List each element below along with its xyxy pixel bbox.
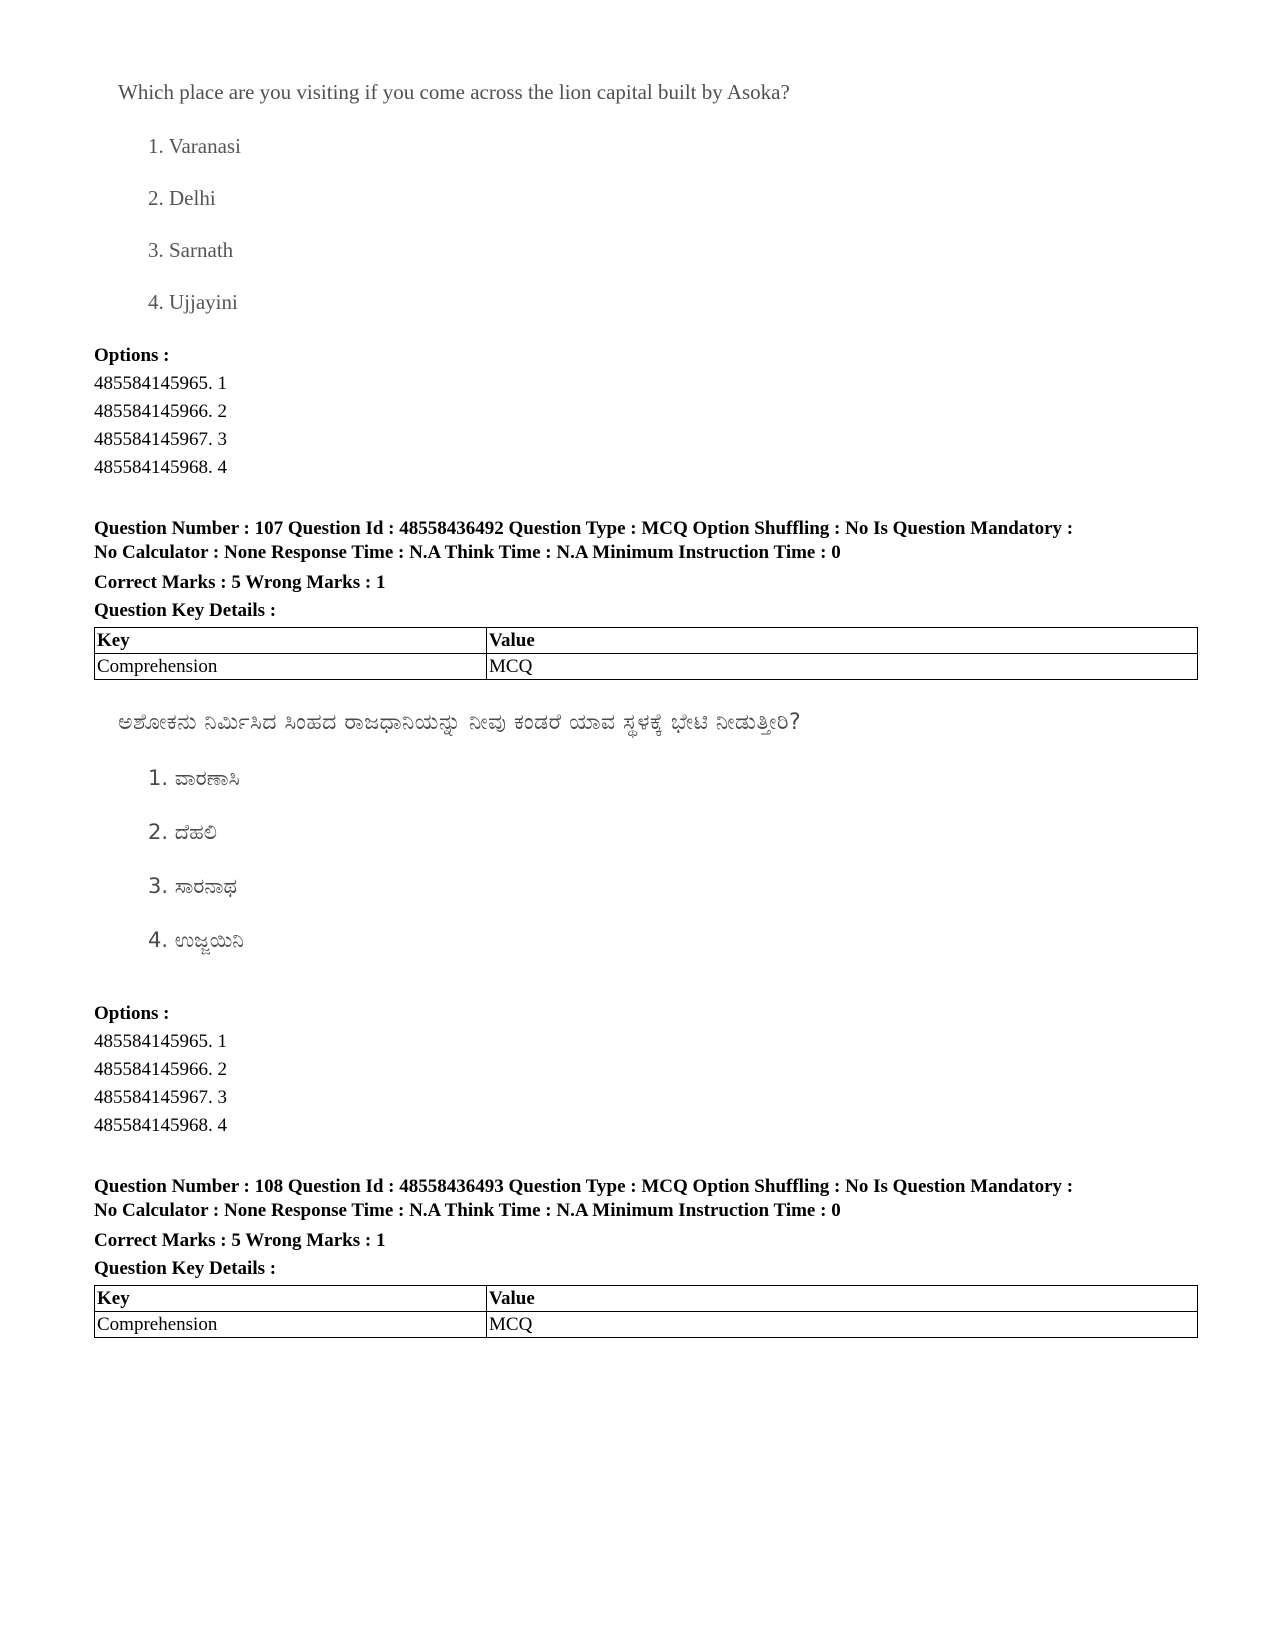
meta-line: No Calculator : None Response Time : N.A Think Time : N.A Minimum Instruction Time : 0 xyxy=(94,1200,841,1221)
question-option-kannada: 1. ವಾರಣಾಸಿ xyxy=(148,766,240,790)
question-text-kannada: ಅಶೋಕನು ನಿರ್ಮಿಸಿದ ಸಿಂಹದ ರಾಜಧಾನಿಯನ್ನು ನೀವು ಕಂಡರೆ ಯಾವ ಸ್ಥಳಕ್ಕೆ ಭೇಟಿ ನೀಡುತ್ತೀರಿ? xyxy=(118,710,802,735)
meta-line: No Calculator : None Response Time : N.A Think Time : N.A Minimum Instruction Time : 0 xyxy=(94,542,841,563)
key-details-label: Question Key Details : xyxy=(94,1258,277,1279)
option-id: 485584145965. 1 xyxy=(94,373,227,394)
question-image-kannada xyxy=(118,710,801,735)
meta-line: Question Number : 108 Question Id : 48558436493 Question Type : MCQ Option Shuffling : No Is Question Mandatory : xyxy=(94,1176,1074,1197)
question-text: Which place are you visiting if you come across the lion capital built by Asoka? xyxy=(118,80,790,104)
option-id: 485584145968. 4 xyxy=(94,1115,227,1136)
table-header-value: Value xyxy=(487,628,1198,654)
table-cell-value: MCQ xyxy=(487,654,1198,680)
marks-line: Correct Marks : 5 Wrong Marks : 1 xyxy=(94,1230,386,1251)
table-cell-value: MCQ xyxy=(487,1312,1198,1338)
question-option: 2. Delhi xyxy=(148,186,216,210)
table-cell-key: Comprehension xyxy=(95,1312,487,1338)
table-row xyxy=(95,654,1198,680)
option-id: 485584145966. 2 xyxy=(94,401,227,422)
table-header-row xyxy=(95,1286,1198,1312)
question-option-kannada: 3. ಸಾರನಾಥ xyxy=(148,874,238,898)
question-option: 3. Sarnath xyxy=(148,238,234,262)
key-details-label: Question Key Details : xyxy=(94,600,277,621)
table-cell-key: Comprehension xyxy=(95,654,487,680)
option-id: 485584145965. 1 xyxy=(94,1031,227,1052)
options-label: Options : xyxy=(94,345,170,366)
question-option: 1. Varanasi xyxy=(148,134,241,158)
options-section xyxy=(94,1000,227,1140)
question-option-kannada: 2. ದೆಹಲಿ xyxy=(148,820,218,844)
option-id: 485584145967. 3 xyxy=(94,1087,227,1108)
question-meta-107 xyxy=(94,517,1194,565)
option-id: 485584145967. 3 xyxy=(94,429,227,450)
question-meta-108 xyxy=(94,1175,1194,1223)
marks-line: Correct Marks : 5 Wrong Marks : 1 xyxy=(94,572,386,593)
question-option: 4. Ujjayini xyxy=(148,290,238,314)
table-header-row xyxy=(95,628,1198,654)
table-header-value: Value xyxy=(487,1286,1198,1312)
table-row xyxy=(95,1312,1198,1338)
table-header-key: Key xyxy=(95,1286,487,1312)
key-details-table xyxy=(94,1285,1198,1338)
options-label: Options : xyxy=(94,1003,170,1024)
option-id: 485584145966. 2 xyxy=(94,1059,227,1080)
question-image-english xyxy=(118,80,790,105)
table-header-key: Key xyxy=(95,628,487,654)
option-id: 485584145968. 4 xyxy=(94,457,227,478)
question-option-kannada: 4. ಉಜ್ಜಯಿನಿ xyxy=(148,928,244,952)
options-section xyxy=(94,342,227,482)
meta-line: Question Number : 107 Question Id : 48558436492 Question Type : MCQ Option Shuffling : No Is Question Mandatory : xyxy=(94,518,1074,539)
key-details-table xyxy=(94,627,1198,680)
